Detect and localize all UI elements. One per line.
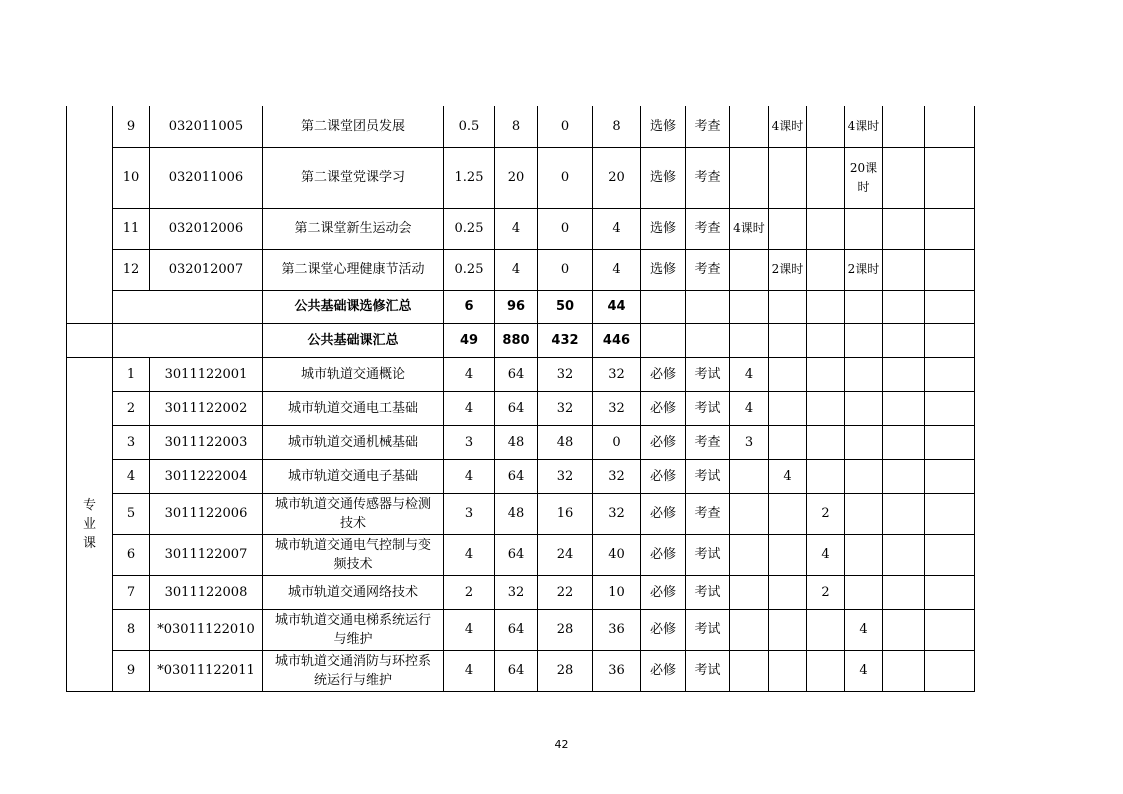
- row-number: 11: [113, 208, 150, 249]
- semester-4: 4: [845, 609, 883, 650]
- course-name: 城市轨道交通网络技术: [263, 575, 444, 609]
- semester-5: [883, 575, 925, 609]
- semester-3: [807, 208, 845, 249]
- total-hours: 20: [495, 147, 538, 208]
- theory-hours: 16: [538, 493, 593, 534]
- semester-2: [769, 391, 807, 425]
- summary-total: 880: [495, 323, 538, 357]
- credit: 0.25: [444, 249, 495, 290]
- semester-4: [845, 493, 883, 534]
- course-code: 032011005: [150, 106, 263, 147]
- practice-hours: 40: [593, 534, 641, 575]
- semester-6: [925, 391, 975, 425]
- summary-total: 96: [495, 290, 538, 323]
- semester-6: [925, 357, 975, 391]
- summary-credit: 6: [444, 290, 495, 323]
- course-type: 必修: [641, 357, 686, 391]
- total-hours: 48: [495, 425, 538, 459]
- practice-hours: 4: [593, 208, 641, 249]
- theory-hours: 48: [538, 425, 593, 459]
- semester-1: [730, 106, 769, 147]
- course-type: 必修: [641, 650, 686, 691]
- table-row: [67, 208, 975, 249]
- semester-2: [769, 534, 807, 575]
- course-type: 选修: [641, 106, 686, 147]
- table-row: [67, 425, 975, 459]
- row-number: 12: [113, 249, 150, 290]
- theory-hours: 0: [538, 147, 593, 208]
- course-name: 城市轨道交通电工基础: [263, 391, 444, 425]
- row-number: 6: [113, 534, 150, 575]
- course-name: 城市轨道交通电梯系统运行与维护: [263, 609, 444, 650]
- semester-4: [845, 208, 883, 249]
- empty-cell: [845, 323, 883, 357]
- semester-4: [845, 425, 883, 459]
- empty-cell: [925, 323, 975, 357]
- credit: 0.5: [444, 106, 495, 147]
- assessment: 考查: [686, 147, 730, 208]
- assessment: 考查: [686, 425, 730, 459]
- row-number: 8: [113, 609, 150, 650]
- empty-cell: [730, 290, 769, 323]
- assessment: 考试: [686, 534, 730, 575]
- category-cell: 专业课: [67, 357, 113, 691]
- empty-cell: [641, 290, 686, 323]
- assessment: 考查: [686, 493, 730, 534]
- semester-1: 4: [730, 357, 769, 391]
- empty-cell: [769, 290, 807, 323]
- semester-2: [769, 147, 807, 208]
- semester-5: [883, 493, 925, 534]
- semester-2: 4课时: [769, 106, 807, 147]
- semester-3: [807, 459, 845, 493]
- public-summary-row: [67, 323, 975, 357]
- semester-2: 2课时: [769, 249, 807, 290]
- theory-hours: 32: [538, 391, 593, 425]
- course-type: 选修: [641, 249, 686, 290]
- credit: 1.25: [444, 147, 495, 208]
- course-code: *03011122011: [150, 650, 263, 691]
- practice-hours: 32: [593, 459, 641, 493]
- theory-hours: 28: [538, 650, 593, 691]
- summary-practice: 446: [593, 323, 641, 357]
- total-hours: 4: [495, 249, 538, 290]
- assessment: 考试: [686, 357, 730, 391]
- practice-hours: 36: [593, 650, 641, 691]
- table-row: [67, 147, 975, 208]
- semester-4: [845, 534, 883, 575]
- semester-1: [730, 650, 769, 691]
- empty-cell: [845, 290, 883, 323]
- course-type: 必修: [641, 425, 686, 459]
- table-row: [67, 249, 975, 290]
- semester-3: [807, 147, 845, 208]
- semester-3: 2: [807, 575, 845, 609]
- row-number: 1: [113, 357, 150, 391]
- assessment: 考查: [686, 249, 730, 290]
- semester-2: [769, 357, 807, 391]
- semester-6: [925, 609, 975, 650]
- semester-1: [730, 459, 769, 493]
- total-hours: 64: [495, 459, 538, 493]
- table-body: [67, 106, 975, 691]
- table-row: [67, 575, 975, 609]
- semester-1: [730, 147, 769, 208]
- semester-6: [925, 575, 975, 609]
- theory-hours: 22: [538, 575, 593, 609]
- summary-theory: 432: [538, 323, 593, 357]
- credit: 4: [444, 650, 495, 691]
- empty-cell: [769, 323, 807, 357]
- row-number: 4: [113, 459, 150, 493]
- summary-blank: [113, 290, 263, 323]
- credit: 0.25: [444, 208, 495, 249]
- semester-2: [769, 575, 807, 609]
- empty-cell: [730, 323, 769, 357]
- table-row: [67, 609, 975, 650]
- assessment: 考试: [686, 650, 730, 691]
- semester-5: [883, 106, 925, 147]
- semester-6: [925, 493, 975, 534]
- assessment: 考查: [686, 208, 730, 249]
- summary-practice: 44: [593, 290, 641, 323]
- summary-blank: [113, 323, 263, 357]
- semester-1: [730, 249, 769, 290]
- semester-5: [883, 534, 925, 575]
- semester-1: [730, 493, 769, 534]
- total-hours: 64: [495, 534, 538, 575]
- theory-hours: 0: [538, 249, 593, 290]
- course-type: 必修: [641, 534, 686, 575]
- credit: 4: [444, 534, 495, 575]
- semester-4: 20课时: [845, 147, 883, 208]
- semester-3: [807, 391, 845, 425]
- assessment: 考试: [686, 391, 730, 425]
- page-number: 42: [554, 738, 569, 751]
- theory-hours: 24: [538, 534, 593, 575]
- semester-3: 2: [807, 493, 845, 534]
- semester-5: [883, 147, 925, 208]
- table-row: [67, 493, 975, 534]
- assessment: 考试: [686, 459, 730, 493]
- semester-5: [883, 208, 925, 249]
- course-name: 第二课堂新生运动会: [263, 208, 444, 249]
- course-code: 032011006: [150, 147, 263, 208]
- theory-hours: 32: [538, 357, 593, 391]
- credit: 4: [444, 357, 495, 391]
- row-number: 2: [113, 391, 150, 425]
- row-number: 3: [113, 425, 150, 459]
- theory-hours: 0: [538, 208, 593, 249]
- semester-2: [769, 425, 807, 459]
- practice-hours: 10: [593, 575, 641, 609]
- total-hours: 8: [495, 106, 538, 147]
- empty-cell: [883, 323, 925, 357]
- assessment: 考查: [686, 106, 730, 147]
- semester-3: [807, 425, 845, 459]
- total-hours: 48: [495, 493, 538, 534]
- course-name: 第二课堂团员发展: [263, 106, 444, 147]
- course-name: 城市轨道交通消防与环控系统运行与维护: [263, 650, 444, 691]
- credit: 2: [444, 575, 495, 609]
- summary-credit: 49: [444, 323, 495, 357]
- table-row: [67, 650, 975, 691]
- row-number: 5: [113, 493, 150, 534]
- semester-6: [925, 534, 975, 575]
- category-cell-blank: [67, 106, 113, 323]
- semester-1: [730, 609, 769, 650]
- total-hours: 64: [495, 609, 538, 650]
- semester-4: 4课时: [845, 106, 883, 147]
- semester-5: [883, 459, 925, 493]
- practice-hours: 32: [593, 493, 641, 534]
- empty-cell: [807, 290, 845, 323]
- semester-6: [925, 249, 975, 290]
- semester-4: [845, 575, 883, 609]
- semester-2: 4: [769, 459, 807, 493]
- semester-5: [883, 357, 925, 391]
- course-name: 城市轨道交通电子基础: [263, 459, 444, 493]
- course-code: 3011122007: [150, 534, 263, 575]
- empty-cell: [641, 323, 686, 357]
- course-type: 选修: [641, 208, 686, 249]
- table-row: [67, 391, 975, 425]
- course-plan-table: [66, 106, 975, 692]
- summary-blank-category: [67, 323, 113, 357]
- row-number: 10: [113, 147, 150, 208]
- semester-3: 4: [807, 534, 845, 575]
- semester-6: [925, 425, 975, 459]
- course-type: 必修: [641, 493, 686, 534]
- summary-label: 公共基础课选修汇总: [263, 290, 444, 323]
- credit: 4: [444, 609, 495, 650]
- semester-5: [883, 249, 925, 290]
- semester-2: [769, 609, 807, 650]
- semester-4: [845, 459, 883, 493]
- semester-4: [845, 357, 883, 391]
- empty-cell: [686, 323, 730, 357]
- semester-4: [845, 391, 883, 425]
- empty-cell: [925, 290, 975, 323]
- total-hours: 4: [495, 208, 538, 249]
- credit: 3: [444, 493, 495, 534]
- table-row: [67, 357, 975, 391]
- assessment: 考试: [686, 575, 730, 609]
- summary-label: 公共基础课汇总: [263, 323, 444, 357]
- empty-cell: [686, 290, 730, 323]
- semester-2: [769, 493, 807, 534]
- semester-3: [807, 106, 845, 147]
- elective-summary-row: [67, 290, 975, 323]
- semester-3: [807, 357, 845, 391]
- semester-3: [807, 249, 845, 290]
- practice-hours: 32: [593, 391, 641, 425]
- course-name: 城市轨道交通传感器与检测技术: [263, 493, 444, 534]
- course-code: *03011122010: [150, 609, 263, 650]
- semester-1: 4: [730, 391, 769, 425]
- semester-5: [883, 391, 925, 425]
- semester-6: [925, 147, 975, 208]
- course-name: 第二课堂心理健康节活动: [263, 249, 444, 290]
- course-name: 第二课堂党课学习: [263, 147, 444, 208]
- course-code: 3011122006: [150, 493, 263, 534]
- semester-1: 4课时: [730, 208, 769, 249]
- course-name: 城市轨道交通概论: [263, 357, 444, 391]
- course-code: 3011122002: [150, 391, 263, 425]
- table-row: [67, 534, 975, 575]
- semester-6: [925, 459, 975, 493]
- row-number: 9: [113, 106, 150, 147]
- semester-3: [807, 609, 845, 650]
- practice-hours: 36: [593, 609, 641, 650]
- credit: 4: [444, 459, 495, 493]
- table-row: [67, 106, 975, 147]
- row-number: 7: [113, 575, 150, 609]
- empty-cell: [883, 290, 925, 323]
- table-row: [67, 459, 975, 493]
- course-type: 必修: [641, 459, 686, 493]
- summary-theory: 50: [538, 290, 593, 323]
- course-code: 3011122001: [150, 357, 263, 391]
- theory-hours: 32: [538, 459, 593, 493]
- semester-6: [925, 650, 975, 691]
- total-hours: 64: [495, 357, 538, 391]
- course-name: 城市轨道交通电气控制与变频技术: [263, 534, 444, 575]
- semester-1: [730, 534, 769, 575]
- semester-5: [883, 650, 925, 691]
- semester-6: [925, 208, 975, 249]
- semester-5: [883, 609, 925, 650]
- course-code: 032012007: [150, 249, 263, 290]
- course-code: 3011122008: [150, 575, 263, 609]
- semester-2: [769, 208, 807, 249]
- practice-hours: 32: [593, 357, 641, 391]
- semester-1: 3: [730, 425, 769, 459]
- semester-5: [883, 425, 925, 459]
- empty-cell: [807, 323, 845, 357]
- total-hours: 32: [495, 575, 538, 609]
- semester-2: [769, 650, 807, 691]
- practice-hours: 8: [593, 106, 641, 147]
- course-code: 3011122003: [150, 425, 263, 459]
- total-hours: 64: [495, 650, 538, 691]
- credit: 3: [444, 425, 495, 459]
- theory-hours: 28: [538, 609, 593, 650]
- theory-hours: 0: [538, 106, 593, 147]
- course-type: 选修: [641, 147, 686, 208]
- course-name: 城市轨道交通机械基础: [263, 425, 444, 459]
- practice-hours: 20: [593, 147, 641, 208]
- practice-hours: 4: [593, 249, 641, 290]
- course-type: 必修: [641, 609, 686, 650]
- semester-4: 2课时: [845, 249, 883, 290]
- course-code: 032012006: [150, 208, 263, 249]
- credit: 4: [444, 391, 495, 425]
- total-hours: 64: [495, 391, 538, 425]
- semester-6: [925, 106, 975, 147]
- course-type: 必修: [641, 575, 686, 609]
- course-type: 必修: [641, 391, 686, 425]
- practice-hours: 0: [593, 425, 641, 459]
- semester-4: 4: [845, 650, 883, 691]
- course-code: 3011222004: [150, 459, 263, 493]
- semester-3: [807, 650, 845, 691]
- assessment: 考试: [686, 609, 730, 650]
- semester-1: [730, 575, 769, 609]
- row-number: 9: [113, 650, 150, 691]
